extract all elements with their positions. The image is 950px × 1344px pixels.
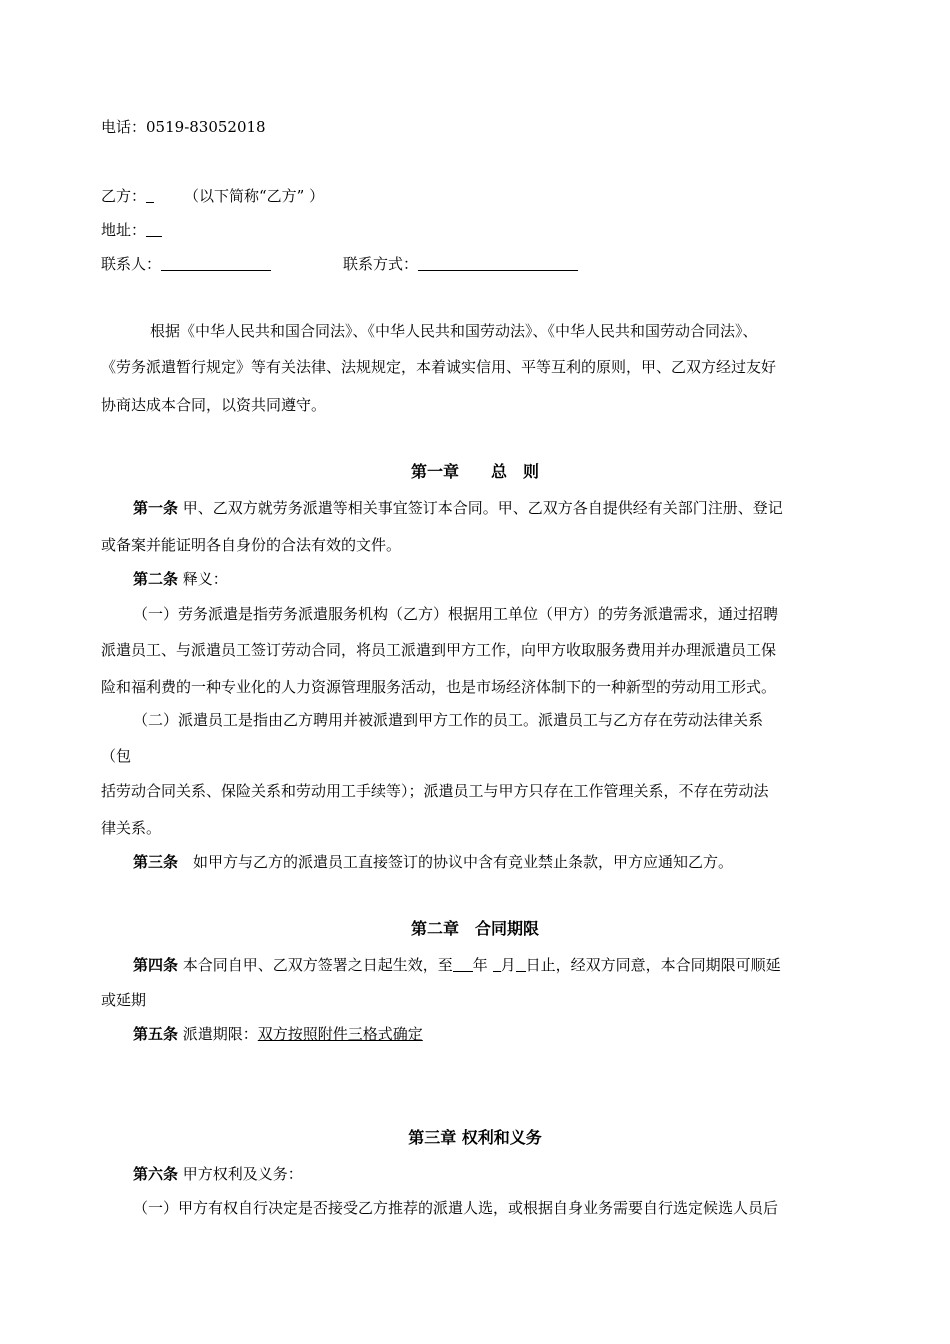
article-2-item-1-line-3: 险和福利费的一种专业化的人力资源管理服务活动，也是市场经济体制下的一种新型的劳动用工形式。 xyxy=(101,678,777,696)
article-2 xyxy=(133,569,228,589)
article-5-text: 派遣期限： xyxy=(178,1025,258,1043)
article-4-text-c: 月 xyxy=(500,956,516,974)
article-2-text: 释义： xyxy=(178,570,228,588)
article-1-label: 第一条 xyxy=(133,499,179,517)
contact-label: 联系人： xyxy=(101,255,162,273)
address-blank xyxy=(146,220,162,237)
chapter-2-title: 第二章 合同期限 xyxy=(410,919,539,938)
contact-method-label: 联系方式： xyxy=(343,255,419,273)
address-label: 地址： xyxy=(101,221,147,239)
phone-value: 0519-83052018 xyxy=(146,118,266,136)
article-1 xyxy=(133,498,783,518)
article-4-text-d: 日止，经双方同意，本合同期限可顺延 xyxy=(525,956,781,974)
article-2-label: 第二条 xyxy=(133,570,179,588)
article-6-item-1-line-1: （一）甲方有权自行决定是否接受乙方推荐的派遣人选，或根据自身业务需要自行选定候选人员后 xyxy=(133,1199,779,1217)
contact-method-line xyxy=(343,254,578,274)
preamble-line-1: 根据《中华人民共和国合同法》、《中华人民共和国劳动法》、《中华人民共和国劳动合同法》、 xyxy=(150,322,758,340)
preamble-line-3: 协商达成本合同，以资共同遵守。 xyxy=(101,396,327,414)
party-b-alias: （以下简称“乙方” ） xyxy=(184,187,325,205)
article-2-item-1-line-1: （一）劳务派遣是指劳务派遣服务机构（乙方）根据用工单位（甲方）的劳务派遣需求，通过招聘 xyxy=(133,605,779,623)
day-blank xyxy=(516,955,526,972)
article-2-item-2-line-1: （二）派遣员工是指由乙方聘用并被派遣到甲方工作的员工。派遣员工与乙方存在劳动法律关系 xyxy=(133,711,764,729)
article-6-label: 第六条 xyxy=(133,1165,179,1183)
party-b-line xyxy=(101,186,324,206)
article-6 xyxy=(133,1164,303,1184)
article-2-item-2-line-2: （包 xyxy=(101,747,132,765)
chapter-3-title: 第三章 权利和义务 xyxy=(408,1128,542,1147)
article-2-item-1-line-2: 派遣员工、与派遣员工签订劳动合同，将员工派遣到甲方工作，向甲方收取服务费用并办理派遣员工保 xyxy=(101,641,777,659)
article-5-term: 双方按照附件三格式确定 xyxy=(257,1025,423,1043)
phone-label: 电话： xyxy=(101,118,147,136)
article-6-text: 甲方权利及义务： xyxy=(178,1165,303,1183)
contact-method-blank xyxy=(418,254,578,271)
article-5-label: 第五条 xyxy=(133,1025,179,1043)
article-3-label: 第三条 xyxy=(133,853,179,871)
article-1-text: 甲、乙双方就劳务派遣等相关事宜签订本合同。甲、乙双方各自提供经有关部门注册、登记 xyxy=(178,499,783,517)
article-2-item-2-line-3: 括劳动合同关系、保险关系和劳动用工手续等）；派遣员工与甲方只存在工作管理关系，不存在劳动法 xyxy=(101,782,769,800)
article-1-cont: 或备案并能证明各自身份的合法有效的文件。 xyxy=(101,536,402,554)
chapter-1-title: 第一章 总 则 xyxy=(410,462,539,481)
party-a-phone xyxy=(101,117,266,137)
article-4-label: 第四条 xyxy=(133,956,179,974)
article-4-text-b: 年 xyxy=(472,956,493,974)
contact-blank xyxy=(161,254,271,271)
article-3 xyxy=(133,852,733,872)
article-2-item-2-line-4: 律关系。 xyxy=(101,819,162,837)
address-line xyxy=(101,220,162,240)
month-blank xyxy=(493,955,501,972)
article-4 xyxy=(133,955,781,975)
preamble-line-2: 《劳务派遣暂行规定》等有关法律、法规规定，本着诚实信用、平等互利的原则，甲、乙双方经过友好 xyxy=(101,358,777,376)
contact-line xyxy=(101,254,271,274)
year-blank xyxy=(453,955,473,972)
party-b-label: 乙方： xyxy=(101,187,147,205)
article-4-text-a: 本合同自甲、乙双方签署之日起生效，至 xyxy=(178,956,453,974)
article-4-cont: 或延期 xyxy=(101,991,147,1009)
party-b-blank xyxy=(146,186,154,203)
article-5 xyxy=(133,1024,423,1044)
article-3-text: 如甲方与乙方的派遣员工直接签订的协议中含有竞业禁止条款，甲方应通知乙方。 xyxy=(178,853,734,871)
